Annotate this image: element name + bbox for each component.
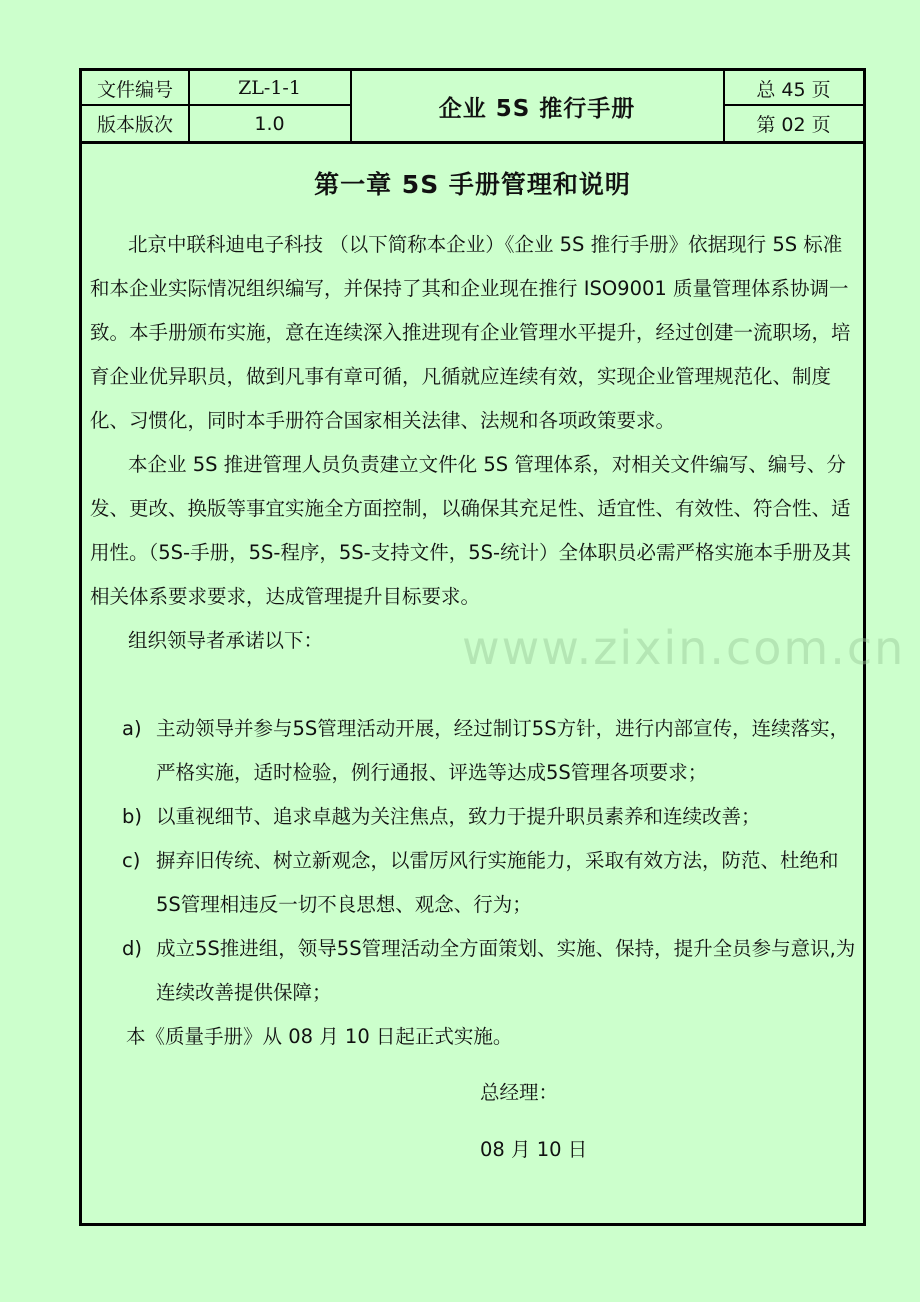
paragraph-intro: 北京中联科迪电子科技 （以下简称本企业）《企业 5S 推行手册》依据现行 5S 标准和本企业实际情况组织编写，并保持了其和企业现在推行 ISO9001 质量管理体系协调一致。本手册颁布实施，意在连续深入推进现有企业管理水平提升，经过创建一流职场，培育企业优异职员，做到凡事有章可循，凡循就应连续有效，实现企业管理规范化、制度化、习惯化，同时本手册符合国家相关法律、法规和各项政策要求。 [90, 233, 851, 432]
signature-label: 总经理： [480, 1081, 559, 1104]
item-text: 主动领导并参与5S管理活动开展，经过制订5S方针，进行内部宣传，连续落实，严格实施，适时检验，例行通报、评选等达成5S管理各项要求； [156, 717, 850, 784]
item-text: 摒弃旧传统、树立新观念，以雷厉风行实施能力，采取有效方法，防范、杜绝和5S管理相违反一切不良思想、观念、行为； [156, 849, 839, 916]
signature-date: 08 月 10 日 [480, 1138, 588, 1161]
version-value: 1.0 [254, 112, 285, 135]
effective-note: 本《质量手册》从 08 月 10 日起正式实施。 [126, 1025, 513, 1048]
page-number: 第 02 页 [756, 114, 831, 136]
body-text [90, 223, 860, 663]
commitment-item [122, 795, 862, 839]
manual-title: 企业 5S 推行手册 [438, 95, 636, 122]
commitment-item [122, 839, 862, 927]
item-label: b) [122, 805, 142, 828]
watermark: www.zixin.com.cn [462, 621, 906, 675]
chapter-title: 第一章 5S 手册管理和说明 [314, 170, 631, 199]
item-label: d) [122, 937, 142, 960]
header-table [82, 71, 863, 144]
paragraph-commitment-lead: 组织领导者承诺以下： [128, 629, 324, 652]
paragraph-responsibility: 本企业 5S 推进管理人员负责建立文件化 5S 管理体系，对相关文件编写、编号、分发、更改、换版等事宜实施全方面控制，以确保其充足性、适宜性、有效性、符合性、适用性。（5S-手册，5S-程序，5S-支持文件，5S-统计）全体职员必需严格实施本手册及其相关体系要求要求，达成管理提升目标要求。 [90, 453, 852, 608]
item-label: a) [122, 717, 142, 740]
commitment-item [122, 707, 862, 795]
version-label: 版本版次 [96, 114, 173, 136]
doc-number-label: 文件编号 [96, 78, 173, 101]
commitment-item [122, 927, 862, 1015]
item-text: 以重视细节、追求卓越为关注焦点，致力于提升职员素养和连续改善； [156, 805, 761, 828]
item-text: 成立5S推进组，领导5S管理活动全方面策划、实施、保持，提升全员参与意识,为连续改善提供保障； [156, 937, 856, 1004]
document-frame [79, 68, 906, 1226]
item-label: c) [122, 849, 141, 872]
total-pages: 总 45 页 [756, 78, 831, 101]
doc-number-value: ZL-1-1 [238, 77, 301, 99]
